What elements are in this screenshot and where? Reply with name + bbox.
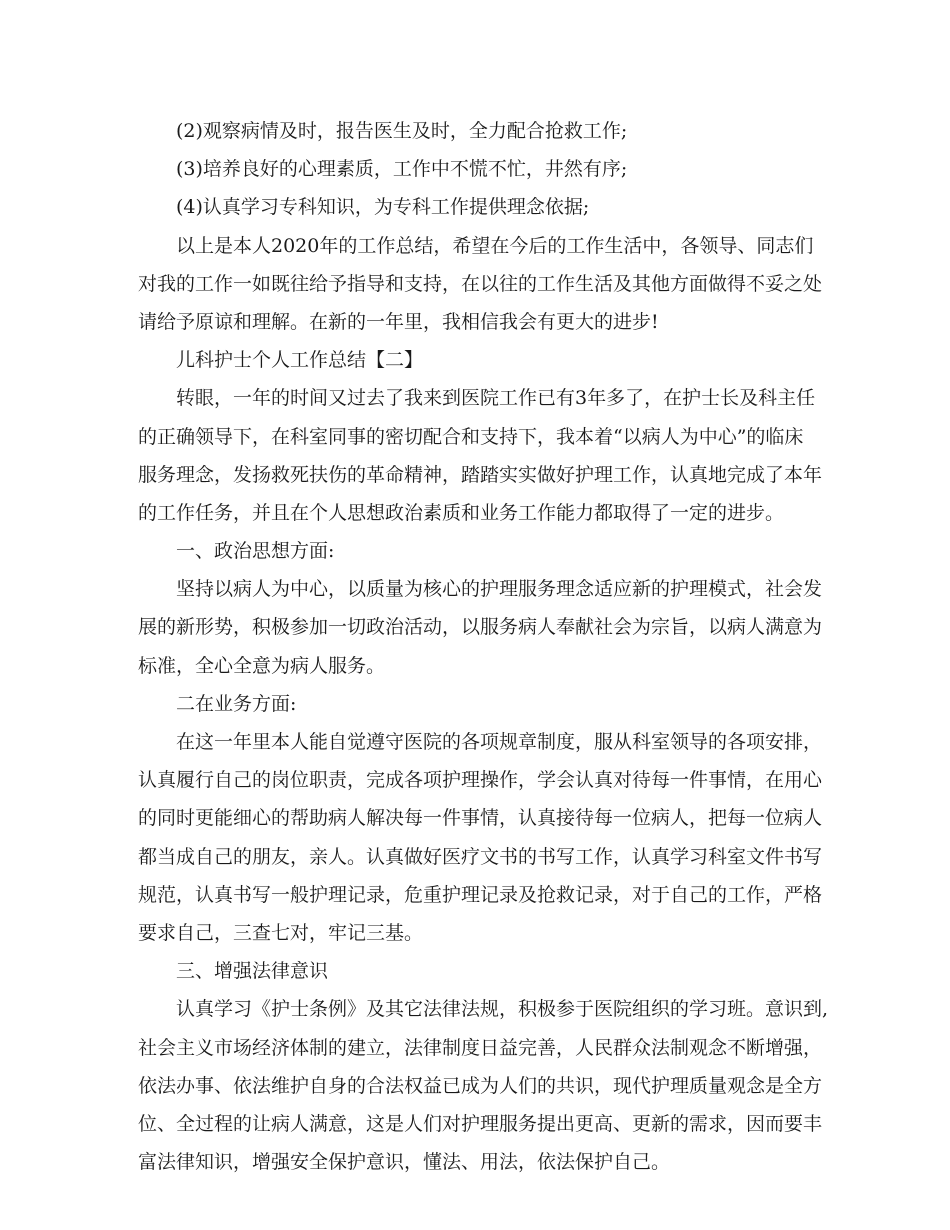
text-line: 请给予原谅和理解。在新的一年里，我相信我会有更大的进步! bbox=[138, 310, 659, 333]
text-line: 在这一年里本人能自觉遵守医院的各项规章制度，服从科室领导的各项安排， bbox=[176, 731, 823, 753]
text-line: 都当成自己的朋友，亲人。认真做好医疗文书的书写工作，认真学习科室文件书写 bbox=[138, 845, 823, 868]
text-line: 的工作任务，并且在个人思想政治素质和业务工作能力都取得了一定的进步。 bbox=[138, 501, 785, 524]
text-line: 以上是本人2020年的工作总结，希望在今后的工作生活中，各领导、同志们 bbox=[176, 234, 814, 257]
text-line: 标准，全心全意为病人服务。 bbox=[138, 654, 386, 677]
text-line: 富法律知识，增强安全保护意识，懂法、用法，依法保护自己。 bbox=[138, 1151, 671, 1174]
text-line: 对我的工作一如既往给予指导和支持，在以往的工作生活及其他方面做得不妥之处 bbox=[138, 272, 823, 295]
document-body bbox=[138, 112, 829, 1181]
text-line: 认真学习《护士条例》及其它法律法规，积极参于医院组织的学习班。意识到, bbox=[176, 998, 829, 1021]
text-line: (2)观察病情及时，报告医生及时，全力配合抢救工作; bbox=[176, 120, 628, 142]
text-line: (4)认真学习专科知识，为专科工作提供理念依据; bbox=[176, 196, 590, 219]
subsection-heading: 二在业务方面: bbox=[176, 692, 297, 715]
text-line: 服务理念，发扬救死扶伤的革命精神，踏踏实实做好护理工作，认真地完成了本年 bbox=[138, 463, 823, 486]
text-line: 转眼，一年的时间又过去了我来到医院工作已有3年多了，在护士长及科主任 bbox=[176, 387, 816, 410]
text-line: 要求自己，三查七对，牢记三基。 bbox=[138, 921, 424, 944]
section-heading: 儿科护士个人工作总结【二】 bbox=[176, 349, 424, 372]
text-line: 认真履行自己的岗位职责，完成各项护理操作，学会认真对待每一件事情，在用心 bbox=[138, 769, 823, 792]
text-line: 的同时更能细心的帮助病人解决每一件事情，认真接待每一位病人，把每一位病人 bbox=[138, 807, 823, 830]
text-line: 社会主义市场经济体制的建立，法律制度日益完善，人民群众法制观念不断增强， bbox=[138, 1036, 823, 1059]
text-line: 位、全过程的让病人满意，这是人们对护理服务提出更高、更新的需求，因而要丰 bbox=[138, 1112, 823, 1135]
text-line: (3)培养良好的心理素质，工作中不慌不忙，井然有序; bbox=[176, 158, 628, 181]
text-line: 坚持以病人为中心，以质量为核心的护理服务理念适应新的护理模式，社会发 bbox=[176, 578, 823, 601]
text-line: 规范，认真书写一般护理记录，危重护理记录及抢救记录，对于自己的工作，严格 bbox=[138, 883, 823, 906]
text-line: 依法办事、依法维护自身的合法权益已成为人们的共识，现代护理质量观念是全方 bbox=[138, 1074, 823, 1097]
text-line: 的正确领导下，在科室同事的密切配合和支持下，我本着“以病人为中心”的临床 bbox=[138, 425, 804, 448]
text-line: 展的新形势，积极参加一切政治活动，以服务病人奉献社会为宗旨，以病人满意为 bbox=[138, 616, 823, 639]
subsection-heading: 三、增强法律意识 bbox=[176, 960, 329, 983]
subsection-heading: 一、政治思想方面: bbox=[176, 540, 335, 563]
